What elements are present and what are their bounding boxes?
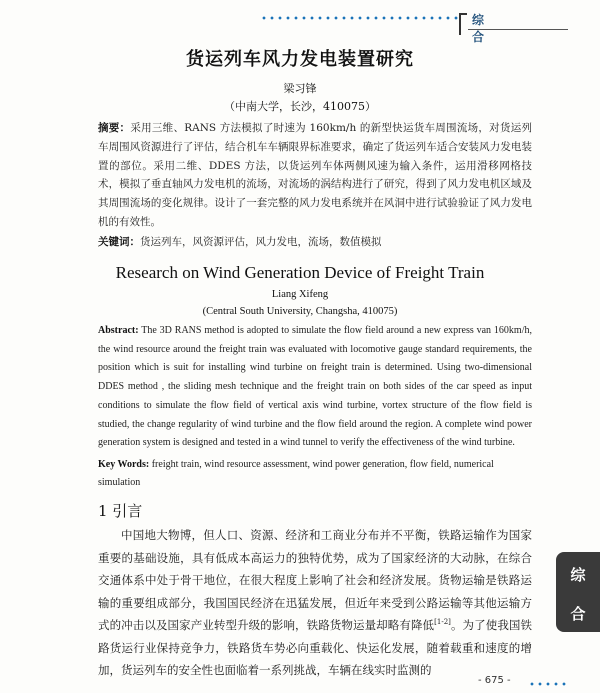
- page-number: - 675 -: [478, 675, 511, 686]
- header-bracket: [459, 13, 467, 35]
- intro-text-part1: 中国地大物博，但人口、资源、经济和工商业分布并不平衡，铁路运输作为国家重要的基础设施，具有低成本高运力的独特优势，成为了国家经济的大动脉，在综合交通体系中处于骨干地位，在很大程度上影响了社会和经济发展。货物运输是铁路运输的重要组成部分，我国国民经济在迅猛发展，但近年来受到公路运输等其他运输方式的冲击以及国家产业转型升级的影响，铁路货物运量却略有降低: [98, 528, 532, 632]
- side-section-tab: [556, 552, 600, 632]
- en-paper-title: Research on Wind Generation Device of Freight Train: [115, 263, 485, 282]
- header-section-label: 综 合: [472, 13, 499, 44]
- cn-keywords-text: 货运列车，风资源评估，风力发电，流场，数值模拟: [140, 236, 382, 248]
- section-heading-introduction: 1 引言: [98, 502, 143, 520]
- cn-keywords: [98, 233, 532, 251]
- intro-paragraph: [98, 524, 532, 682]
- cn-keywords-label: 关键词：: [98, 236, 140, 248]
- side-tab-char-2: 合: [570, 605, 586, 623]
- intro-text-part2: 。为了使我国铁路货运行业保持竞争力，铁路货车势必向重载化、快运化发展，随着载重和速度的增加，货运列车的安全性也面临着一系列挑战，车辆在线实时监测的: [98, 618, 533, 677]
- cn-abstract-label: 摘要：: [98, 122, 131, 134]
- cn-author: 梁习锋: [283, 82, 317, 95]
- en-abstract: [98, 322, 532, 453]
- footer-dotted-rule: [528, 682, 568, 686]
- side-tab-char-1: 综: [570, 566, 586, 584]
- en-keywords-label: Key Words:: [98, 459, 150, 470]
- en-abstract-label: Abstract:: [98, 325, 139, 336]
- cn-abstract-text: 采用三维、RANS 方法模拟了时速为 160km/h 的新型快运货车周围流场，对货运列车周围风资源进行了评估，结合机车车辆限界标准要求，确定了货运列车适合安装风力发电装置的部位。采用二维、DDES 方法，以货运列车体两侧风速为输入条件，运用滑移网格技术，模拟了垂直轴风力发电机的流场，对流场的涡结构进行了研究，得到了风力发电机区域及其周围流场的变化规律。设计了一套完整的风力发电系统并在风洞中进行试验验证了风力发电机的有效性。: [98, 122, 533, 228]
- en-keywords: [98, 456, 532, 492]
- en-affiliation: (Central South University, Changsha, 410075): [202, 306, 398, 317]
- cn-affiliation: （中南大学，长沙，410075）: [224, 100, 376, 113]
- en-keywords-text: freight train, wind resource assessment, wind power generation, flow field, numerical simulation: [98, 459, 494, 488]
- header-underline: [468, 29, 568, 30]
- citation-ref: [1-2]: [434, 618, 451, 627]
- cn-paper-title: 货运列车风力发电装置研究: [186, 49, 414, 70]
- en-abstract-text: The 3D RANS method is adopted to simulate the flow field around a new express van 160km/h, the wind resource around the freight train was evaluated with locomotive gauge standard requirements, the position which is suit for installing wind turbine on freight train is determined. Using two-dimensional DDES method , the sliding mesh technique and the freight train on both sides of the car speed as input conditions to simulate the flow field of vertical axis wind turbine, vortex structure of the flow field is studied, the change regularity of wind turbine and the flow field around the region. A complete wind power generation system is designed and tested in a wind tunnel to verify the effectiveness of the wind turbine.: [98, 325, 532, 449]
- en-author: Liang Xifeng: [271, 289, 329, 300]
- header-dotted-rule: [260, 16, 458, 20]
- cn-abstract: [98, 119, 532, 232]
